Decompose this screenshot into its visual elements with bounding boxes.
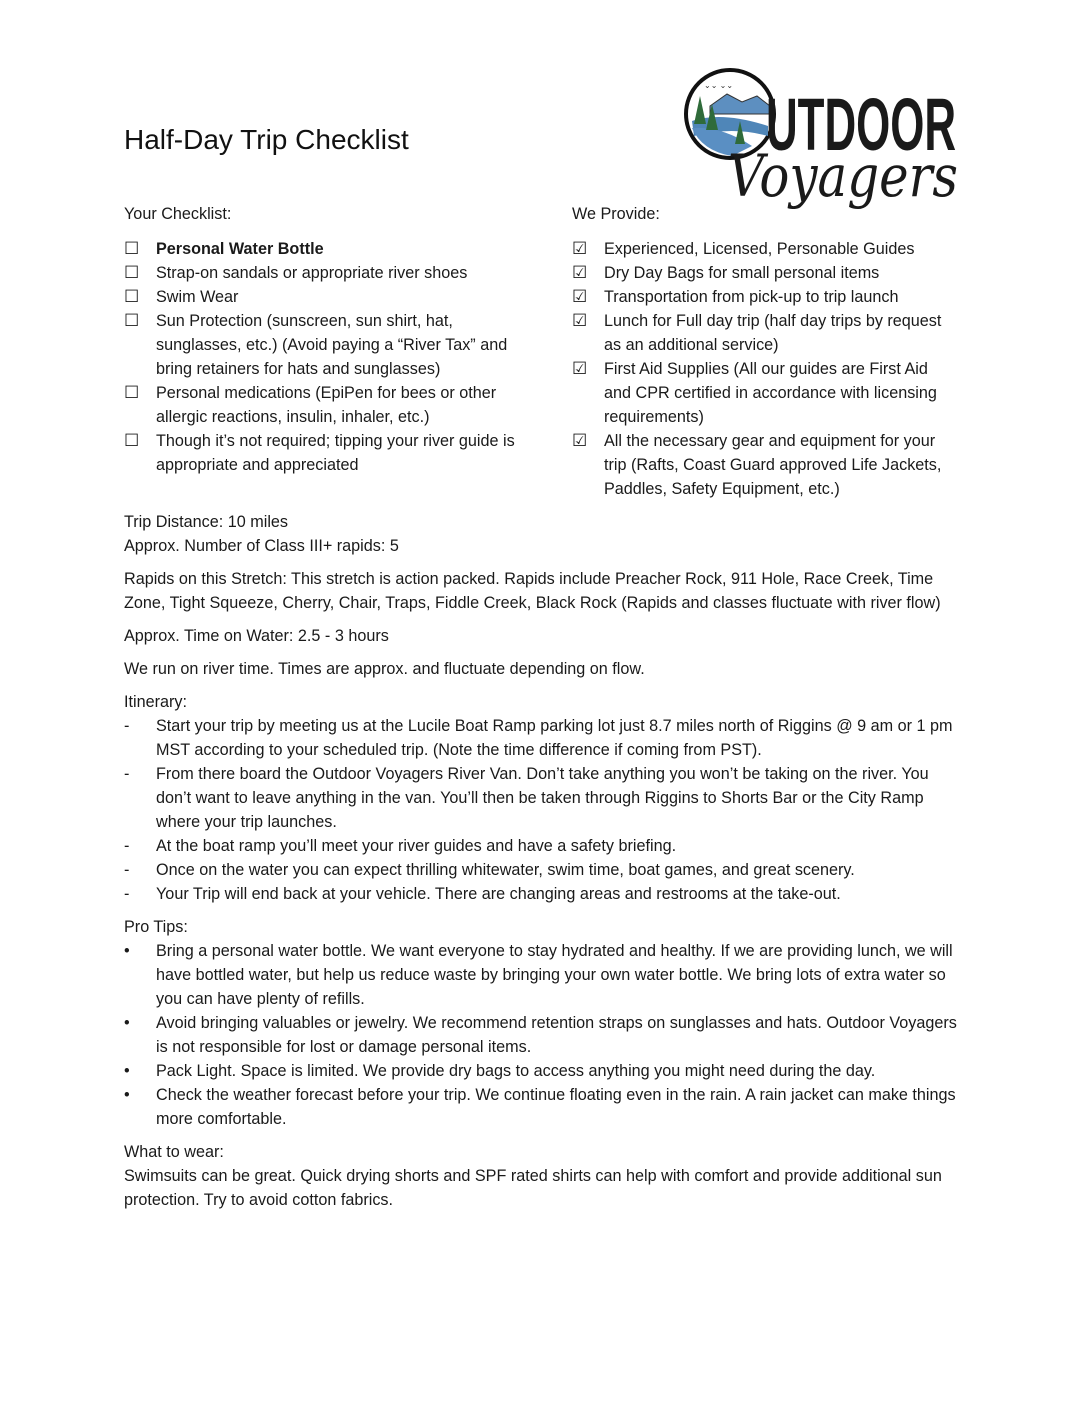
- provided-item: ☑ Lunch for Full day trip (half day trips by request as an additional service): [572, 309, 952, 357]
- checklist-item[interactable]: ☐ Though it’s not required; tipping your river guide is appropriate and appreciated: [124, 429, 524, 477]
- pro-tip-item: • Bring a personal water bottle. We want everyone to stay hydrated and healthy. If we are providing lunch, we will have bottled water, but help us reduce waste by bringing your own water bottle. We bring lots of extra water so you can have plenty of refills.: [124, 939, 959, 1011]
- your-checklist-section: [124, 202, 524, 477]
- dash-icon: -: [124, 861, 130, 879]
- checkbox-checked-icon: ☑: [572, 359, 588, 378]
- itinerary-section: [124, 690, 959, 906]
- checkbox-checked-icon: ☑: [572, 239, 588, 258]
- pro-tip-item: • Avoid bringing valuables or jewelry. We recommend retention straps on sunglasses and hats. Outdoor Voyagers is not responsible for lost or damage personal items.: [124, 1011, 959, 1059]
- checklist-item[interactable]: ☐ Personal Water Bottle: [124, 237, 524, 261]
- checkbox-empty-icon[interactable]: ☐: [124, 287, 140, 306]
- provided-item: ☑ Dry Day Bags for small personal items: [572, 261, 952, 285]
- bullet-icon: •: [124, 1014, 130, 1032]
- bullet-icon: •: [124, 1086, 130, 1104]
- rapids-stretch: Rapids on this Stretch: This stretch is action packed. Rapids include Preacher Rock, 911 Hole, Race Creek, Time Zone, Tight Squeeze, Cherry, Chair, Traps, Fiddle Creek, Black Rock (Rapids and classes fluctuate with river flow): [124, 570, 941, 612]
- checkbox-empty-icon[interactable]: ☐: [124, 431, 140, 450]
- checkbox-checked-icon: ☑: [572, 287, 588, 306]
- rapids-count: Approx. Number of Class III+ rapids: 5: [124, 537, 399, 555]
- checkbox-empty-icon[interactable]: ☐: [124, 383, 140, 402]
- itinerary-item: - Start your trip by meeting us at the Lucile Boat Ramp parking lot just 8.7 miles north of Riggins @ 9 am or 1 pm MST according to your scheduled trip. (Note the time difference if coming from PST).: [124, 714, 959, 762]
- trip-details: [124, 510, 959, 1212]
- pro-tips-heading: Pro Tips:: [124, 918, 188, 936]
- svg-text:Voyagers: Voyagers: [728, 142, 958, 210]
- checkbox-empty-icon[interactable]: ☐: [124, 311, 140, 330]
- provided-item: ☑ Transportation from pick-up to trip launch: [572, 285, 952, 309]
- what-to-wear-heading: What to wear:: [124, 1143, 224, 1161]
- bullet-icon: •: [124, 1062, 130, 1080]
- pro-tip-item: • Check the weather forecast before your trip. We continue floating even in the rain. A rain jacket can make things more comfortable.: [124, 1083, 959, 1131]
- checkbox-empty-icon[interactable]: ☐: [124, 239, 140, 258]
- trip-distance: Trip Distance: 10 miles: [124, 513, 289, 531]
- itinerary-item: - Once on the water you can expect thrilling whitewater, swim time, boat games, and great scenery.: [124, 858, 959, 882]
- svg-text:⌄⌄ ⌄⌄: ⌄⌄ ⌄⌄: [704, 81, 734, 90]
- checklist-item[interactable]: ☐ Swim Wear: [124, 285, 524, 309]
- your-checklist-heading: Your Checklist:: [124, 205, 232, 223]
- bullet-icon: •: [124, 942, 130, 960]
- checkbox-checked-icon: ☑: [572, 263, 588, 282]
- itinerary-item: - At the boat ramp you’ll meet your river guides and have a safety briefing.: [124, 834, 959, 858]
- provided-item: ☑ Experienced, Licensed, Personable Guides: [572, 237, 952, 261]
- what-to-wear-text: Swimsuits can be great. Quick drying shorts and SPF rated shirts can help with comfort and provide additional sun protection. Try to avoid cotton fabrics.: [124, 1167, 942, 1209]
- what-to-wear-section: [124, 1140, 959, 1212]
- checkbox-empty-icon[interactable]: ☐: [124, 263, 140, 282]
- dash-icon: -: [124, 717, 130, 735]
- outdoor-voyagers-logo: [682, 66, 962, 216]
- pro-tip-item: • Pack Light. Space is limited. We provide dry bags to access anything you might need during the day.: [124, 1059, 959, 1083]
- pro-tips-section: [124, 915, 959, 1131]
- river-time-note: We run on river time. Times are approx. and fluctuate depending on flow.: [124, 660, 645, 678]
- dash-icon: -: [124, 885, 130, 903]
- itinerary-heading: Itinerary:: [124, 693, 187, 711]
- provided-item: ☑ First Aid Supplies (All our guides are First Aid and CPR certified in accordance with licensing requirements): [572, 357, 952, 429]
- svg-text:UTDOOR: UTDOOR: [766, 83, 956, 166]
- provided-item: ☑ All the necessary gear and equipment for your trip (Rafts, Coast Guard approved Life Jackets, Paddles, Safety Equipment, etc.): [572, 429, 952, 501]
- itinerary-item: - From there board the Outdoor Voyagers River Van. Don’t take anything you won’t be taking on the river. You don’t want to leave anything in the van. You’ll then be taken through Riggins to Shorts Bar or the City Ramp where your trip launches.: [124, 762, 959, 834]
- checkbox-checked-icon: ☑: [572, 311, 588, 330]
- we-provide-section: [572, 202, 952, 501]
- time-on-water: Approx. Time on Water: 2.5 - 3 hours: [124, 627, 389, 645]
- dash-icon: -: [124, 837, 130, 855]
- checklist-item[interactable]: ☐ Strap-on sandals or appropriate river shoes: [124, 261, 524, 285]
- checklist-item[interactable]: ☐ Sun Protection (sunscreen, sun shirt, hat, sunglasses, etc.) (Avoid paying a “River Tax” and bring retainers for hats and sunglasses): [124, 309, 524, 381]
- page-title: Half-Day Trip Checklist: [124, 124, 409, 155]
- checklist-item[interactable]: ☐ Personal medications (EpiPen for bees or other allergic reactions, insulin, inhaler, etc.): [124, 381, 524, 429]
- checkbox-checked-icon: ☑: [572, 431, 588, 450]
- we-provide-heading: We Provide:: [572, 205, 660, 223]
- itinerary-item: - Your Trip will end back at your vehicle. There are changing areas and restrooms at the take-out.: [124, 882, 959, 906]
- dash-icon: -: [124, 765, 130, 783]
